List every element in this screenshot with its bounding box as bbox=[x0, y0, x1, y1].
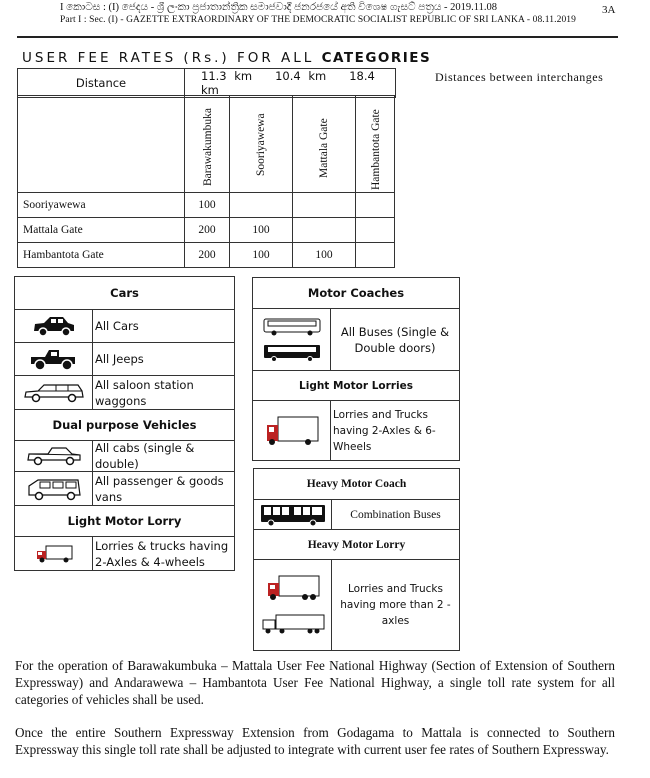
trailer-truck-icon bbox=[260, 612, 326, 636]
matrix-cell: 100 bbox=[185, 193, 230, 218]
motor-coaches-heading: Motor Coaches bbox=[253, 278, 459, 309]
distance-label: Distance bbox=[18, 69, 185, 98]
vehicle-label: All cabs (single & double) bbox=[95, 441, 195, 471]
matrix-corner bbox=[18, 96, 185, 193]
distance-values bbox=[185, 69, 396, 98]
vehicle-row bbox=[15, 343, 234, 376]
vehicle-row bbox=[15, 310, 234, 343]
right-vehicle-box-1 bbox=[252, 277, 460, 461]
vehicle-row bbox=[253, 401, 459, 460]
light-motor-lorry-heading: Light Motor Lorry bbox=[15, 506, 234, 537]
matrix-cell bbox=[356, 243, 395, 268]
vehicle-label: Lorries and Trucks having more than 2 - axles bbox=[340, 583, 451, 627]
vehicle-label: Lorries & trucks having 2-Axles & 4-wheels bbox=[95, 538, 229, 569]
bus-icon bbox=[262, 343, 322, 363]
heavy-motor-coach-heading: Heavy Motor Coach bbox=[254, 469, 459, 500]
dual-purpose-heading: Dual purpose Vehicles bbox=[15, 410, 234, 441]
bus-icons bbox=[253, 309, 331, 370]
light-motor-lorries-heading: Light Motor Lorries bbox=[253, 371, 459, 401]
matrix-cell: 100 bbox=[293, 243, 356, 268]
left-vehicle-box bbox=[14, 276, 235, 571]
distance-value: 18.4 km bbox=[201, 69, 375, 97]
lorry-icon bbox=[253, 401, 331, 460]
vehicle-label: Combination Buses bbox=[350, 508, 441, 521]
heavy-lorry-icons bbox=[254, 560, 332, 650]
matrix-cell bbox=[356, 218, 395, 243]
matrix-row bbox=[18, 193, 395, 218]
matrix-cell: 200 bbox=[185, 218, 230, 243]
matrix-cell bbox=[230, 193, 293, 218]
heavy-lorry-icon bbox=[265, 574, 321, 602]
vehicle-row bbox=[15, 376, 234, 410]
paragraph: For the operation of Barawakumbuka – Mattala User Fee National Highway (Section of Extension of Southern Expressway) and Andarawewa – Hambantota User Fee National Highway, a single toll rate system for all categories of vehicles shall be used. bbox=[15, 658, 615, 707]
vehicle-row bbox=[15, 537, 234, 570]
heavy-motor-lorry-heading: Heavy Motor Lorry bbox=[254, 530, 459, 560]
title-bold: CATEGORIES bbox=[321, 50, 432, 66]
matrix-row-label: Mattala Gate bbox=[18, 218, 185, 243]
matrix-row-label: Sooriyawewa bbox=[18, 193, 185, 218]
car-icon bbox=[15, 310, 93, 342]
right-vehicle-box-2 bbox=[253, 468, 460, 651]
matrix-col-header: Barawakumbuka bbox=[185, 96, 230, 193]
vehicle-label: All passenger & goods vans bbox=[95, 473, 224, 504]
cab-icon bbox=[15, 441, 93, 471]
jeep-icon bbox=[15, 343, 93, 375]
small-lorry-icon bbox=[15, 537, 93, 570]
matrix-cell bbox=[293, 218, 356, 243]
matrix-col-header: Hambantota Gate bbox=[356, 96, 395, 193]
matrix-row bbox=[18, 243, 395, 268]
matrix-cell: 200 bbox=[185, 243, 230, 268]
matrix-cell: 100 bbox=[230, 243, 293, 268]
vehicle-row bbox=[253, 309, 459, 371]
page-number: 3A bbox=[602, 4, 616, 16]
station-wagon-icon bbox=[15, 376, 93, 409]
gazette-header-english: Part I : Sec. (I) - GAZETTE EXTRAORDINARY OF THE DEMOCRATIC SOCIALIST REPUBLIC OF SRI LANKA - 08.11.2019 bbox=[60, 15, 577, 25]
gazette-header-sinhala: I කොටස : (I) ජෙදය - ශ්‍රී ලංකා ප්‍රජාතාන්ත්‍රික සමාජවාදී ජනරජයේ අති විශෙෂ ගැසට් පත්‍රය - 2019.11.08 bbox=[60, 2, 497, 13]
van-icon bbox=[15, 472, 93, 505]
vehicle-row bbox=[15, 472, 234, 506]
paragraph: Once the entire Southern Expressway Extension from Godagama to Mattala is connected to Southern Expressway this single toll rate shall be adjusted to integrate with current user fee rates of Southern Expressway. bbox=[15, 725, 615, 757]
vehicle-label: All Jeeps bbox=[95, 352, 144, 366]
matrix-cell: 100 bbox=[230, 218, 293, 243]
matrix-row-label: Hambantota Gate bbox=[18, 243, 185, 268]
vehicle-label: All saloon station waggons bbox=[95, 377, 194, 408]
title-prefix: USER FEE RATES (Rs.) FOR ALL bbox=[22, 50, 315, 66]
combination-bus-icon bbox=[254, 500, 332, 529]
vehicle-row bbox=[15, 441, 234, 472]
vehicle-label: Lorries and Trucks having 2-Axles & 6-Wheels bbox=[333, 408, 436, 453]
matrix-col-header: Sooriyawewa bbox=[230, 96, 293, 193]
distance-value: 10.4 km bbox=[275, 69, 327, 83]
cars-heading: Cars bbox=[15, 277, 234, 310]
vehicle-row bbox=[254, 560, 459, 650]
bus-icon bbox=[262, 317, 322, 337]
matrix-cell bbox=[356, 193, 395, 218]
header-rule bbox=[17, 36, 618, 38]
distance-table bbox=[17, 68, 396, 98]
vehicle-label: All Cars bbox=[95, 319, 139, 333]
matrix-col-header: Mattala Gate bbox=[293, 96, 356, 193]
matrix-row bbox=[18, 218, 395, 243]
distance-value: 11.3 km bbox=[201, 69, 253, 83]
rate-matrix bbox=[17, 95, 395, 268]
vehicle-label: All Buses (Single & Double doors) bbox=[340, 324, 450, 355]
distance-note: Distances between interchanges bbox=[435, 70, 604, 84]
matrix-cell bbox=[293, 193, 356, 218]
page-title bbox=[22, 50, 431, 66]
vehicle-row bbox=[254, 500, 459, 530]
